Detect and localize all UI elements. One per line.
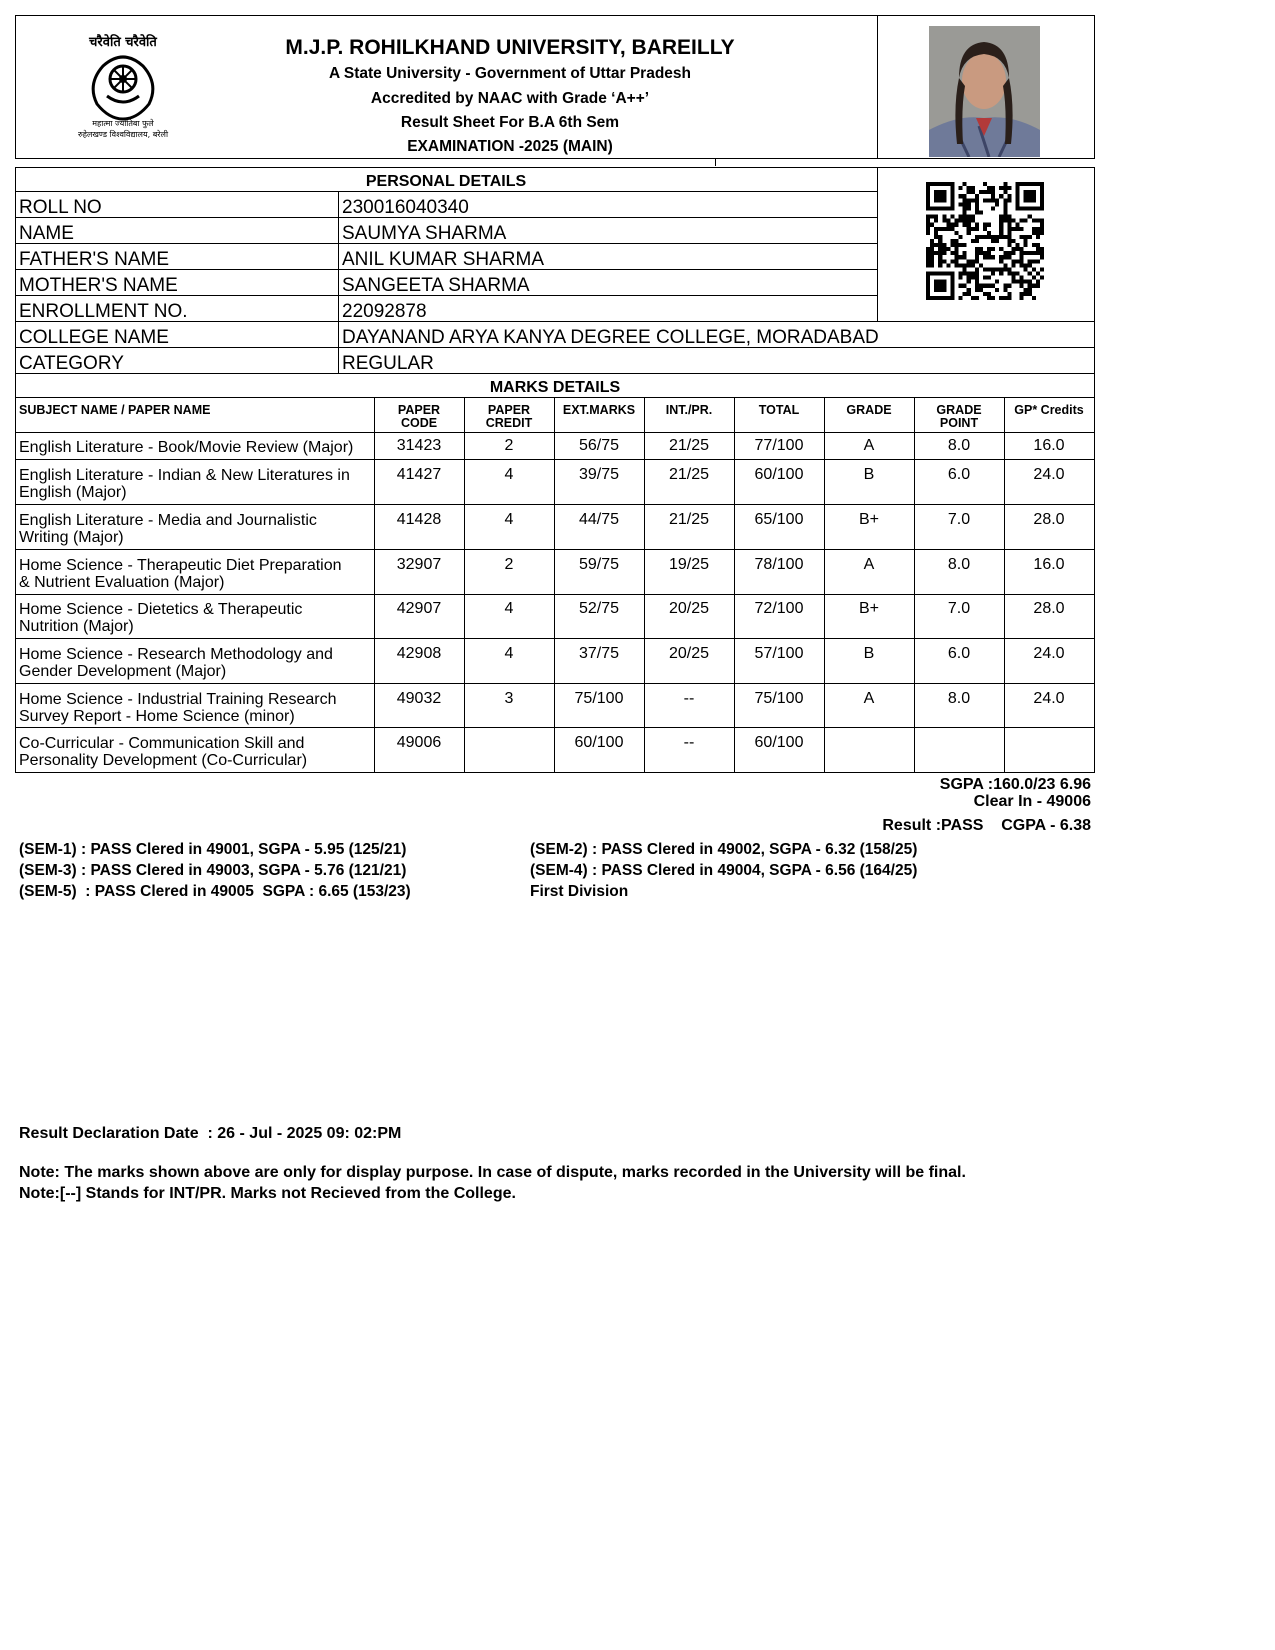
col-grade-point: GRADE POINT bbox=[936, 403, 982, 430]
int-marks: 21/25 bbox=[668, 511, 710, 528]
col-total: TOTAL bbox=[758, 403, 800, 417]
subject-name: Co-Curricular - Communication Skill and bbox=[19, 735, 305, 752]
subject-name: Home Science - Therapeutic Diet Preparation bbox=[19, 557, 342, 574]
subject-name: Home Science - Dietetics & Therapeutic bbox=[19, 601, 303, 618]
pd-top-border bbox=[15, 167, 1095, 168]
grade-point: 7.0 bbox=[947, 600, 971, 617]
header-left-border bbox=[15, 15, 16, 159]
qr-code bbox=[926, 182, 1044, 300]
int-marks: 19/25 bbox=[668, 556, 710, 573]
row-line bbox=[15, 459, 1095, 460]
row-line bbox=[15, 549, 1095, 550]
ext-marks: 75/100 bbox=[574, 690, 624, 707]
subject-name: English Literature - Media and Journalistic bbox=[19, 512, 317, 529]
grade-point: 8.0 bbox=[947, 556, 971, 573]
ext-marks: 44/75 bbox=[578, 511, 620, 528]
grade-point: 7.0 bbox=[947, 511, 971, 528]
label-mothers-name: MOTHER'S NAME bbox=[19, 275, 178, 296]
gp-credits: 16.0 bbox=[1033, 556, 1065, 573]
subject-name: Home Science - Industrial Training Research bbox=[19, 691, 337, 708]
value-category: REGULAR bbox=[342, 353, 434, 374]
pd-line bbox=[15, 373, 1095, 374]
grade: A bbox=[863, 437, 875, 454]
gp-credits: 24.0 bbox=[1033, 466, 1065, 483]
university-name: M.J.P. ROHILKHAND UNIVERSITY, BAREILLY bbox=[285, 36, 735, 59]
paper-code: 32907 bbox=[396, 556, 442, 573]
paper-code: 41428 bbox=[396, 511, 442, 528]
total-marks: 57/100 bbox=[754, 645, 804, 662]
grade: A bbox=[863, 556, 875, 573]
subject-name: English Literature - Book/Movie Review (Major) bbox=[19, 439, 354, 456]
grade-point: 6.0 bbox=[947, 466, 971, 483]
subject-name-cont: & Nutrient Evaluation (Major) bbox=[19, 574, 225, 591]
header-bottom-border-left bbox=[15, 158, 877, 159]
sem4-result: (SEM-4) : PASS Clered in 49004, SGPA - 6.56 (164/25) bbox=[530, 862, 918, 879]
col-ext-marks: EXT.MARKS bbox=[562, 403, 636, 417]
int-marks: 20/25 bbox=[668, 600, 710, 617]
col-gp-credits: GP* Credits bbox=[1014, 403, 1084, 417]
col-paper-code: PAPER CODE bbox=[397, 403, 441, 430]
subject-name-cont: Personality Development (Co-Curricular) bbox=[19, 752, 308, 769]
gp-credits: 16.0 bbox=[1033, 437, 1065, 454]
header-bottom-border-right bbox=[877, 158, 1094, 159]
result-cgpa: Result :PASS CGPA - 6.38 bbox=[882, 817, 1091, 834]
paper-credit: 3 bbox=[504, 690, 514, 707]
subject-name: Home Science - Research Methodology and bbox=[19, 646, 333, 663]
gp-credits: 24.0 bbox=[1033, 645, 1065, 662]
header-line2: Accredited by NAAC with Grade ‘A++’ bbox=[370, 90, 650, 107]
grade: B+ bbox=[858, 511, 879, 528]
result-declaration-date: Result Declaration Date : 26 - Jul - 2025 09: 02:PM bbox=[19, 1125, 402, 1142]
total-marks: 75/100 bbox=[754, 690, 804, 707]
row-line bbox=[15, 638, 1095, 639]
paper-code: 42907 bbox=[396, 600, 442, 617]
label-category: CATEGORY bbox=[19, 353, 124, 374]
header-line4: EXAMINATION -2025 (MAIN) bbox=[407, 138, 613, 155]
paper-credit: 4 bbox=[504, 466, 514, 483]
int-marks: 20/25 bbox=[668, 645, 710, 662]
header-line1: A State University - Government of Uttar Pradesh bbox=[328, 65, 692, 82]
gp-credits: 24.0 bbox=[1033, 690, 1065, 707]
personal-details-heading: PERSONAL DETAILS bbox=[365, 173, 527, 190]
col-subject: SUBJECT NAME / PAPER NAME bbox=[19, 403, 211, 417]
division: First Division bbox=[530, 883, 629, 900]
row-line bbox=[15, 683, 1095, 684]
university-logo bbox=[67, 24, 179, 142]
subject-name-cont: Nutrition (Major) bbox=[19, 618, 134, 635]
subject-name: English Literature - Indian & New Literatures in bbox=[19, 467, 350, 484]
label-fathers-name: FATHER'S NAME bbox=[19, 249, 170, 270]
ext-marks: 56/75 bbox=[578, 437, 620, 454]
label-name: NAME bbox=[19, 223, 74, 244]
label-roll-no: ROLL NO bbox=[19, 197, 102, 218]
ext-marks: 39/75 bbox=[578, 466, 620, 483]
col-grade: GRADE bbox=[846, 403, 892, 417]
total-marks: 78/100 bbox=[754, 556, 804, 573]
grade: B+ bbox=[858, 600, 879, 617]
note-int-pr: Note:[--] Stands for INT/PR. Marks not Recieved from the College. bbox=[19, 1185, 516, 1202]
header-divider bbox=[877, 15, 878, 159]
paper-credit: 4 bbox=[504, 645, 514, 662]
int-marks: -- bbox=[683, 734, 695, 751]
pd-line bbox=[15, 191, 877, 192]
clear-in: Clear In - 49006 bbox=[973, 793, 1091, 810]
col-int-pr: INT./PR. bbox=[665, 403, 713, 417]
row-line bbox=[15, 504, 1095, 505]
student-photo bbox=[929, 26, 1040, 157]
paper-credit: 4 bbox=[504, 511, 514, 528]
ext-marks: 37/75 bbox=[578, 645, 620, 662]
sem5-result: (SEM-5) : PASS Clered in 49005 SGPA : 6.65 (153/23) bbox=[19, 883, 411, 900]
ext-marks: 52/75 bbox=[578, 600, 620, 617]
subject-name-cont: English (Major) bbox=[19, 484, 127, 501]
ext-marks: 59/75 bbox=[578, 556, 620, 573]
note-display-purpose: Note: The marks shown above are only for display purpose. In case of dispute, marks recorded in the University will be final. bbox=[19, 1164, 966, 1181]
logo-text-line1: महात्मा ज्योतिबा फुले bbox=[92, 119, 154, 128]
pd-column-divider bbox=[338, 191, 339, 373]
label-enrollment-no: ENROLLMENT NO. bbox=[19, 301, 188, 322]
paper-code: 41427 bbox=[396, 466, 442, 483]
grade: A bbox=[863, 690, 875, 707]
header-line3: Result Sheet For B.A 6th Sem bbox=[400, 114, 620, 131]
header-tick bbox=[715, 158, 716, 166]
grade-point: 6.0 bbox=[947, 645, 971, 662]
total-marks: 60/100 bbox=[754, 734, 804, 751]
table-bottom bbox=[15, 772, 1095, 773]
sem2-result: (SEM-2) : PASS Clered in 49002, SGPA - 6.32 (158/25) bbox=[530, 841, 918, 858]
paper-credit: 2 bbox=[504, 437, 514, 454]
marks-header-top bbox=[15, 397, 1095, 398]
paper-code: 42908 bbox=[396, 645, 442, 662]
total-marks: 65/100 bbox=[754, 511, 804, 528]
value-name: SAUMYA SHARMA bbox=[342, 223, 507, 244]
value-enrollment-no: 22092878 bbox=[342, 301, 427, 322]
value-mothers-name: SANGEETA SHARMA bbox=[342, 275, 530, 296]
subject-name-cont: Writing (Major) bbox=[19, 529, 124, 546]
int-marks: 21/25 bbox=[668, 466, 710, 483]
subject-name-cont: Gender Development (Major) bbox=[19, 663, 227, 680]
value-roll-no: 230016040340 bbox=[342, 197, 469, 218]
gp-credits: 28.0 bbox=[1033, 600, 1065, 617]
grade: B bbox=[863, 645, 875, 662]
total-marks: 77/100 bbox=[754, 437, 804, 454]
row-line bbox=[15, 594, 1095, 595]
header-top-border bbox=[15, 15, 1095, 16]
qr-divider bbox=[877, 167, 878, 322]
sem3-result: (SEM-3) : PASS Clered in 49003, SGPA - 5.76 (121/21) bbox=[19, 862, 407, 879]
gp-credits: 28.0 bbox=[1033, 511, 1065, 528]
total-marks: 60/100 bbox=[754, 466, 804, 483]
paper-credit: 4 bbox=[504, 600, 514, 617]
logo-arc-text: चरैवेति चरैवेति bbox=[89, 35, 157, 50]
header-right-border bbox=[1094, 15, 1095, 159]
label-college-name: COLLEGE NAME bbox=[19, 327, 169, 348]
paper-code: 49006 bbox=[396, 734, 442, 751]
grade-point: 8.0 bbox=[947, 437, 971, 454]
sgpa-summary: SGPA :160.0/23 6.96 bbox=[939, 776, 1091, 793]
marks-details-heading: MARKS DETAILS bbox=[489, 379, 621, 396]
total-marks: 72/100 bbox=[754, 600, 804, 617]
logo-text-line2: रुहेलखण्ड विश्वविद्यालय, बरेली bbox=[77, 130, 169, 139]
marks-header-bottom bbox=[15, 432, 1095, 433]
paper-credit: 2 bbox=[504, 556, 514, 573]
value-college-name: DAYANAND ARYA KANYA DEGREE COLLEGE, MORADABAD bbox=[342, 327, 879, 348]
value-fathers-name: ANIL KUMAR SHARMA bbox=[342, 249, 544, 270]
sem1-result: (SEM-1) : PASS Clered in 49001, SGPA - 5.95 (125/21) bbox=[19, 841, 407, 858]
ext-marks: 60/100 bbox=[574, 734, 624, 751]
int-marks: -- bbox=[683, 690, 695, 707]
grade-point: 8.0 bbox=[947, 690, 971, 707]
col-paper-credit: PAPER CREDIT bbox=[485, 403, 533, 430]
grade: B bbox=[863, 466, 875, 483]
paper-code: 31423 bbox=[396, 437, 442, 454]
paper-code: 49032 bbox=[396, 690, 442, 707]
row-line bbox=[15, 727, 1095, 728]
subject-name-cont: Survey Report - Home Science (minor) bbox=[19, 708, 295, 725]
int-marks: 21/25 bbox=[668, 437, 710, 454]
